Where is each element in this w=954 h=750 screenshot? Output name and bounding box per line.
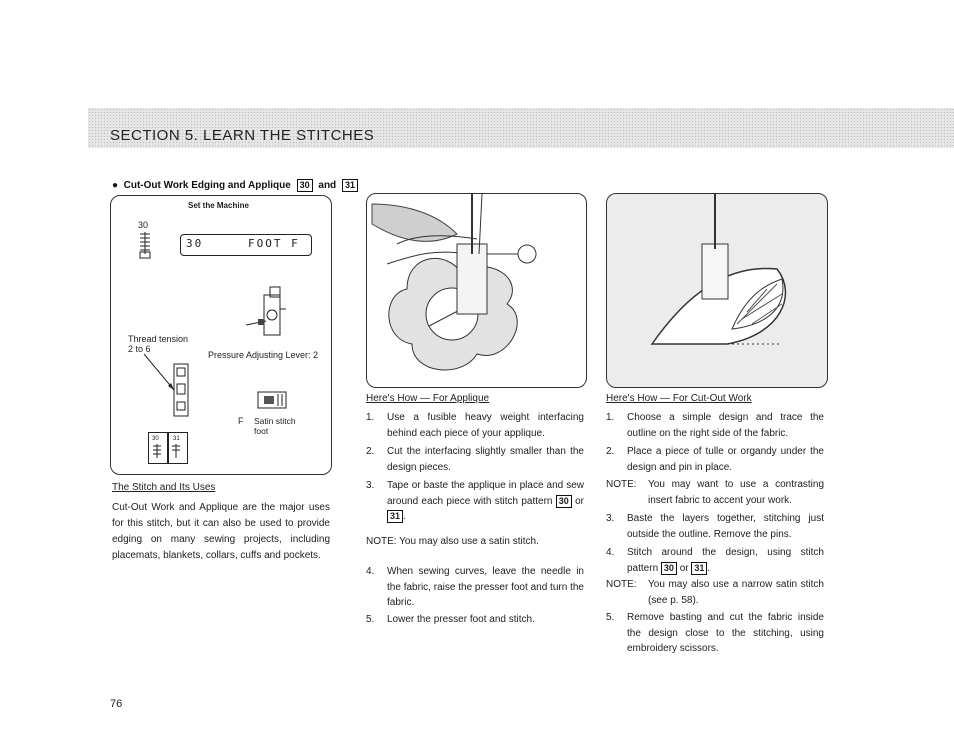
foot-letter: F	[238, 416, 244, 426]
pattern-30-badge: 30	[297, 179, 313, 192]
thread-tension-label: Thread tension	[128, 334, 189, 344]
applique-illustration	[366, 193, 587, 388]
pattern-number: 30	[138, 220, 149, 230]
section-title: SECTION 5. LEARN THE STITCHES	[110, 127, 375, 144]
left-body: Cut-Out Work and Applique are the major uses for this stitch, but it can also be used to provide edging on many sewing projects, including placemats, blankets, collars, cuffs and pockets.	[112, 502, 330, 561]
pattern-30-badge: 30	[556, 495, 572, 508]
dial-31-label: 31	[173, 436, 180, 442]
dial-30-label: 30	[152, 436, 159, 442]
zigzag-stitch-icon	[138, 232, 152, 260]
pressure-label: Pressure Adjusting Lever: 2	[208, 350, 319, 360]
cutout-step-1: 1. Choose a simple design and trace the outline on the right side of the fabric.	[606, 412, 824, 439]
pattern-31-badge: 31	[342, 179, 358, 192]
heading-text: Cut-Out Work Edging and Applique	[123, 180, 291, 191]
cutout-step-2: 2. Place a piece of tulle or organdy under the design and pin in place.	[606, 446, 824, 473]
dial-stitch-icon	[148, 444, 188, 462]
applique-step-2: 2. Cut the interfacing slightly smaller than the design pieces.	[366, 446, 584, 473]
applique-note: NOTE: You may also use a satin stitch.	[366, 536, 539, 547]
pattern-31-badge: 31	[387, 510, 403, 523]
bullet-icon: ●	[112, 180, 119, 191]
cutout-note-1: NOTE: You may want to use a contrasting insert fabric to accent your work.	[606, 479, 824, 506]
applique-step-1: 1. Use a fusible heavy weight interfacing behind each piece of your applique.	[366, 412, 584, 439]
left-subheading: The Stitch and Its Uses	[112, 482, 216, 493]
pattern-31-badge: 31	[691, 562, 707, 575]
pressure-lever-icon	[242, 285, 306, 345]
foot-name: Satin stitch foot	[254, 416, 296, 436]
stitch-heading	[112, 179, 361, 192]
pattern-30-badge: 30	[661, 562, 677, 575]
right-subheading: Here's How — For Cut-Out Work	[606, 393, 752, 404]
tension-dial-icon	[140, 350, 200, 420]
heading-and: and	[318, 180, 337, 191]
applique-step-4: 4. When sewing curves, leave the needle in the fabric, raise the presser foot and turn the fabric.	[366, 566, 584, 608]
cutout-step-3: 3. Baste the layers together, stitching just outside the outline. Remove the pins.	[606, 513, 824, 540]
cutout-illustration	[606, 193, 828, 388]
page-number: 76	[110, 698, 123, 710]
cutout-note-2: NOTE: You may also use a narrow satin stitch (see p. 58).	[606, 579, 824, 606]
middle-subheading: Here's How — For Applique	[366, 393, 490, 404]
applique-step-3: 3. Tape or baste the applique in place and sew around each piece with stitch pattern 30 or 31 .	[366, 480, 584, 522]
satin-stitch-foot-icon	[256, 388, 292, 412]
lcd-pattern: 30	[186, 237, 204, 250]
cutout-step-4: 4. Stitch around the design, using stitch pattern 30 or 31 .	[606, 547, 824, 574]
panel-title: Set the Machine	[188, 201, 249, 210]
thread-tension-value: 2 to 6	[128, 344, 151, 354]
cutout-step-5: 5. Remove basting and cut the fabric inside the design close to the stitching, using embroidery scissors.	[606, 612, 824, 654]
lcd-foot: FOOT F	[248, 237, 300, 250]
applique-step-5: 5. Lower the presser foot and stitch.	[366, 614, 535, 625]
